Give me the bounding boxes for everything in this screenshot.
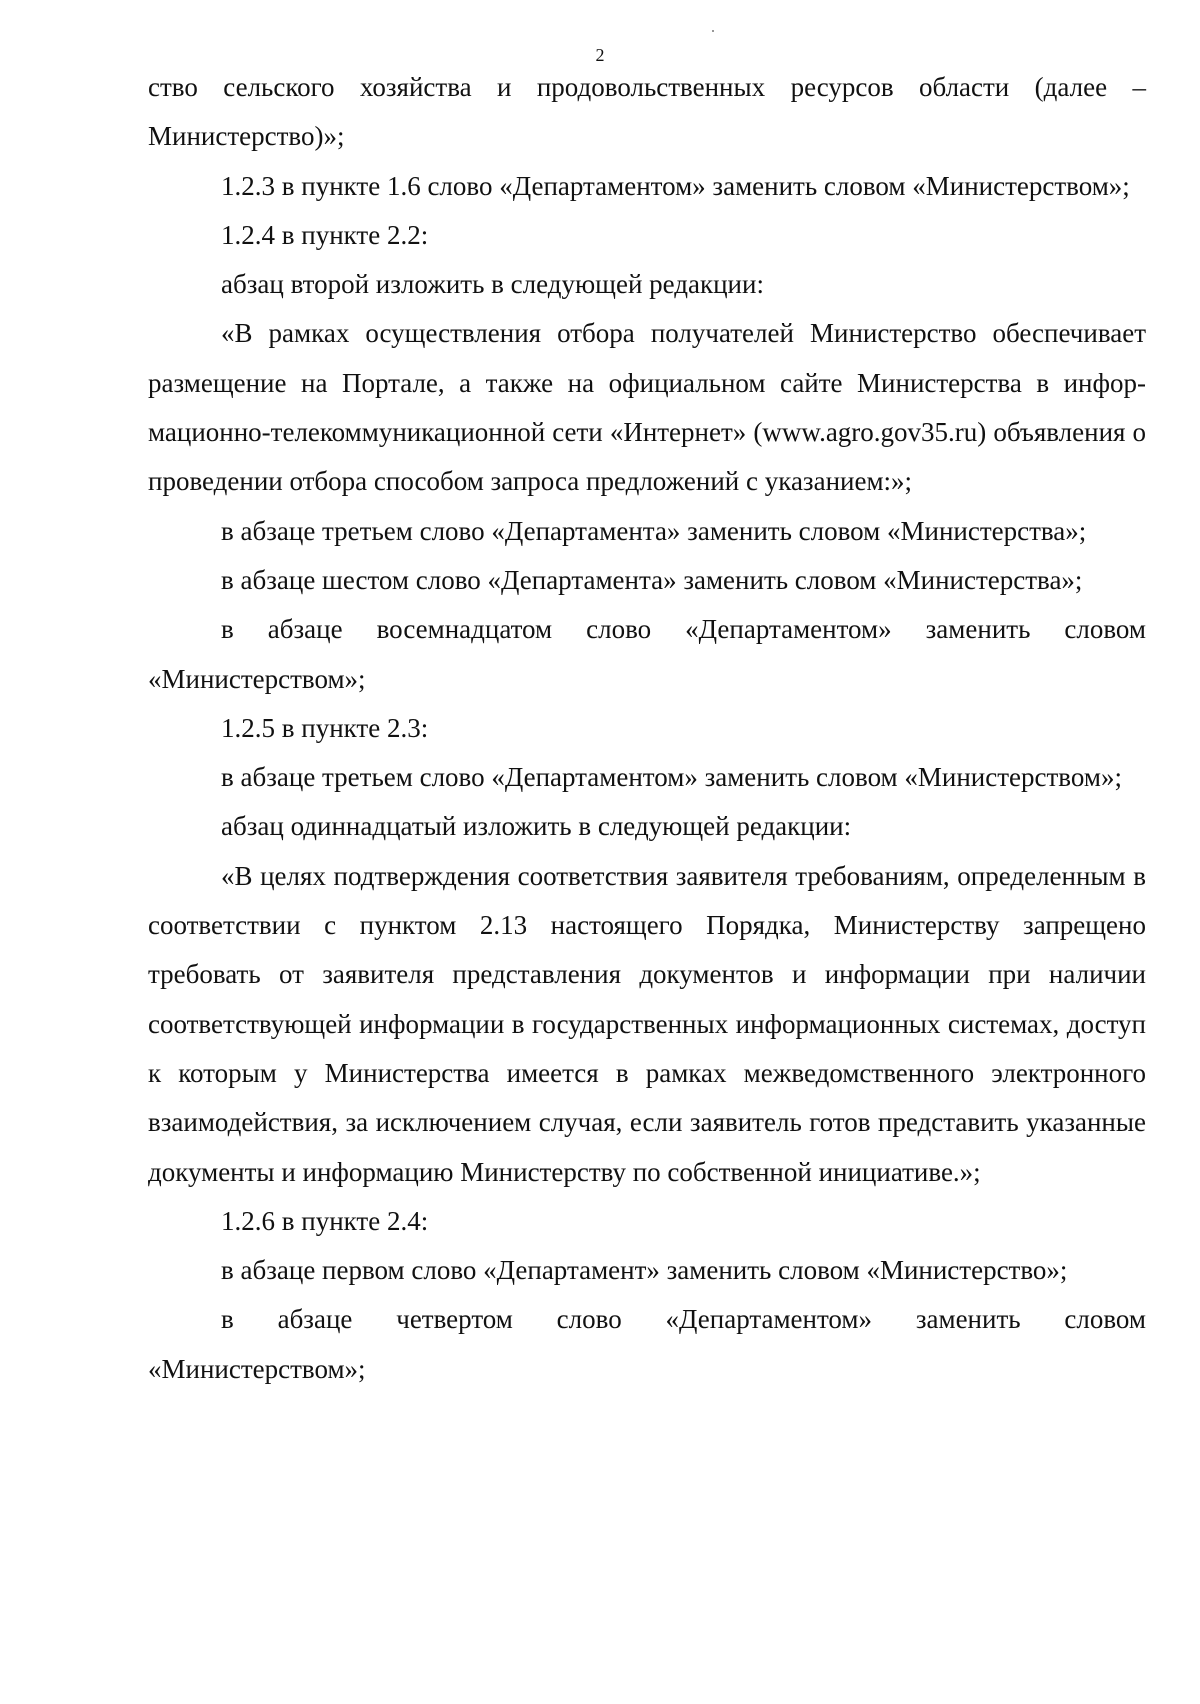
- paragraph: 1.2.6 в пункте 2.4:: [221, 1205, 429, 1236]
- paragraph: 1.2.4 в пункте 2.2:: [221, 219, 429, 250]
- document-body: [148, 63, 1146, 1394]
- paragraph: в абзаце восемнадцатом слово «Департаментом» заменить словом «Министерством»;: [148, 614, 1146, 694]
- page-number: 2: [595, 45, 605, 65]
- paragraph: абзац одиннадцатый изложить в следующей редакции:: [221, 811, 852, 842]
- paragraph: абзац второй изложить в следующей редакции:: [221, 269, 764, 300]
- paragraph: в абзаце шестом слово «Департамента» заменить словом «Министерства»;: [221, 564, 1083, 595]
- paragraph: в абзаце четвертом слово «Департаментом» заменить словом «Министерством»;: [148, 1304, 1146, 1384]
- paragraph: в абзаце первом слово «Департамент» заменить словом «Министерство»;: [221, 1255, 1068, 1286]
- paragraph: 1.2.3 в пункте 1.6 слово «Департаментом» заменить словом «Министерством»;: [221, 170, 1130, 201]
- paragraph: «В целях подтверждения соответствия заявителя требованиям, определенным в соответствии с пунктом 2.13 настоящего Порядка, Министерству запрещено требовать от заявителя представления документов и информации при наличии соответствующей информации в государственных информационных системах, доступ к которым у Министерства имеется в рамках межведомственного электронного взаимодействия, за исключением случая, если заявитель готов представить указанные документы и информацию Министерству по собственной инициативе.»;: [148, 860, 1146, 1187]
- paragraph: «В рамках осуществления отбора получателей Министерство обеспечивает размещение на Портале, а также на официальном сайте Министерства в информационно-телекоммуникационной сети «Интернет» (www.agro.gov35.ru) объявления о проведении отбора способом запроса предложений с указанием:»;: [148, 318, 1146, 497]
- paragraph: в абзаце третьем слово «Департаментом» заменить словом «Министерством»;: [221, 762, 1122, 793]
- paragraph: 1.2.5 в пункте 2.3:: [221, 712, 429, 743]
- paragraph: ство сельского хозяйства и продовольственных ресурсов области (далее – Министерство)»;: [148, 72, 1146, 152]
- paragraph: в абзаце третьем слово «Департамента» заменить словом «Министерства»;: [221, 515, 1087, 546]
- scan-speck: [712, 30, 714, 32]
